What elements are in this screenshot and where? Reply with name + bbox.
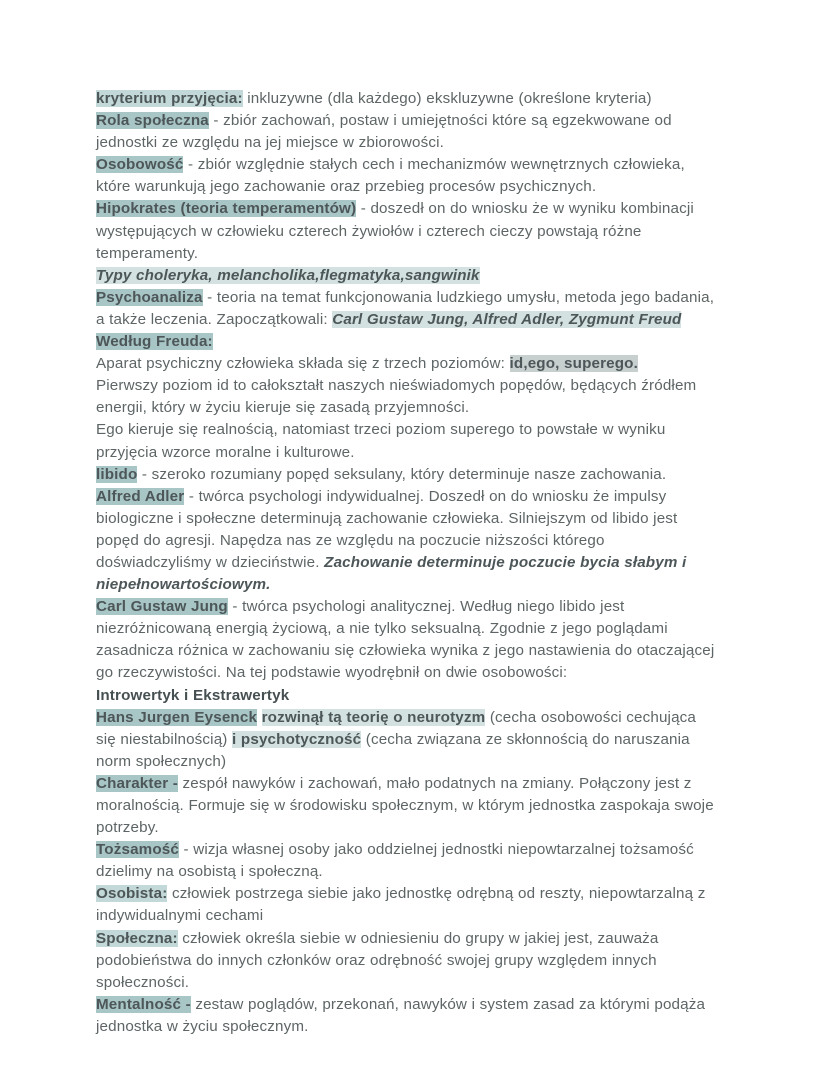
paragraph-mentalnosc <box>96 994 718 1038</box>
paragraph-poziom-ego-superego <box>96 419 718 463</box>
highlighted-term: Rola społeczna <box>96 112 209 130</box>
paragraph-libido <box>96 464 718 486</box>
highlighted-term: Tożsamość <box>96 841 179 859</box>
paragraph-osobista <box>96 883 718 927</box>
highlighted-term: i psychotyczność <box>232 730 362 748</box>
highlighted-term: Psychoanaliza <box>96 288 203 306</box>
highlighted-term: rozwinął tą teorię o neurotyzm <box>261 708 486 726</box>
highlighted-term: Osobowość <box>96 156 184 174</box>
paragraph-hipokrates <box>96 198 718 264</box>
highlighted-term: Społeczna: <box>96 929 178 947</box>
paragraph-spoleczna <box>96 928 718 994</box>
text-run: Zachowanie determinuje poczucie bycia słabym i niepełnowartościowym. <box>96 553 687 594</box>
highlighted-term: Osobista: <box>96 885 168 903</box>
highlighted-term: Charakter - <box>96 774 179 792</box>
text-run: - teoria na temat funkcjonowania ludzkiego umysłu, metoda jego badania, a także leczenia. Zapoczątkowali: <box>96 288 715 328</box>
text-run: - zbiór względnie stałych cech i mechanizmów wewnętrznych człowieka, które warunkują jego zachowanie oraz przebieg procesów psychicznych. <box>96 156 685 196</box>
highlighted-term: Hipokrates (teoria temperamentów) <box>96 200 357 218</box>
highlighted-term: Typy choleryka, melancholika,flegmatyka,sangwinik <box>96 266 480 284</box>
highlighted-term: kryterium przyjęcia: <box>96 90 243 107</box>
paragraph-rola-spoleczna <box>96 110 718 154</box>
text-run: Pierwszy poziom id to całokształt naszych nieświadomych popędów, będących źródłem energii, który w życiu kieruje się zasadą przyjemności. <box>96 377 697 417</box>
highlighted-term: Alfred Adler <box>96 487 185 505</box>
text-run: inkluzywne (dla każdego) ekskluzywne (określone kryteria) <box>242 90 652 107</box>
text-run: Introwertyk i Ekstrawertyk <box>96 686 290 704</box>
text-run: - doszedł on do wniosku że w wyniku kombinacji występujących w człowieku czterech żywiołów i czterech cieczy powstają różne temperamenty. <box>96 200 694 262</box>
text-run: zestaw poglądów, przekonań, nawyków i system zasad za którymi podąża jednostka w życiu społecznym. <box>96 995 706 1035</box>
text-run: człowiek określa siebie w odniesieniu do grupy w jakiej jest, zauważa podobieństwa do innych członków oraz odrębność swojej grupy względem innych społeczności. <box>96 929 659 991</box>
highlighted-term: Hans Jurgen Eysenck <box>96 708 258 726</box>
highlighted-term: id,ego, superego. <box>509 355 638 373</box>
paragraph-tozsamosc <box>96 839 718 883</box>
text-run: człowiek postrzega siebie jako jednostkę odrębną od reszty, niepowtarzalną z indywidualnymi cechami <box>96 885 706 925</box>
text-run: - wizja własnej osoby jako oddzielnej jednostki niepowtarzalnej tożsamość dzielimy na osobistą i społeczną. <box>96 841 694 881</box>
text-run: - twórca psychologi indywidualnej. Doszedł on do wniosku że impulsy biologiczne i społeczne determinują zachowanie człowieka. Silniejszym od libido jest popęd do agresji. Napędza nas ze względu na poczucie niższości którego doświadczyliśmy w dzieciństwie. <box>96 487 678 571</box>
paragraph-introwertyk-ekstrawertyk <box>96 685 718 707</box>
highlighted-term: Mentalność - <box>96 995 191 1013</box>
text-run: - twórca psychologi analitycznej. Według niego libido jest niezróżnicowaną energią życiową, a nie tylko seksualną. Zgodnie z jego poglądami zasadnicza różnica w zachowaniu się człowieka wynika z jego nastawienia do otaczającej go rzeczywistości. Na tej podstawie wyodrębnił on dwie osobowości: <box>96 598 715 682</box>
text-run: - zbiór zachowań, postaw i umiejętności które są egzekwowane od jednostki ze względu na jej miejsce w zbiorowości. <box>96 112 672 152</box>
text-run <box>257 709 262 726</box>
highlighted-term: libido <box>96 465 138 483</box>
paragraph-psychoanaliza <box>96 287 718 331</box>
paragraph-hans-jurgen-eysenck <box>96 707 718 773</box>
document-text-body <box>96 88 718 1038</box>
text-run: (cecha związana ze skłonnością do naruszania norm społecznych) <box>96 730 690 770</box>
paragraph-kryterium-przyjecia <box>96 88 718 110</box>
highlighted-term: Carl Gustaw Jung <box>96 598 228 616</box>
text-run: Aparat psychiczny człowieka składa się z trzech poziomów: <box>96 355 510 373</box>
text-run: (cecha osobowości cechująca się niestabilnością) <box>96 708 697 748</box>
paragraph-wedlug-freuda <box>96 331 718 353</box>
text-run: zespół nawyków i zachowań, mało podatnych na zmiany. Połączony jest z moralnością. Formuje się w środowisku społecznym, w którym jednostka zaspokaja swoje potrzeby. <box>96 774 714 837</box>
paragraph-osobowosc <box>96 154 718 198</box>
text-run: - szeroko rozumiany popęd seksulany, który determinuje nasze zachowania. <box>137 465 667 483</box>
highlighted-term: Według Freuda: <box>96 333 213 351</box>
paragraph-typy-temperamentow <box>96 265 718 287</box>
text-run: Ego kieruje się realnością, natomiast trzeci poziom superego to powstałe w wyniku przyjęcia wzorce moralne i kulturowe. <box>96 421 666 461</box>
paragraph-charakter <box>96 773 718 839</box>
highlighted-term: Carl Gustaw Jung, Alfred Adler, Zygmunt Freud <box>332 310 682 328</box>
paragraph-poziom-id <box>96 375 718 419</box>
paragraph-alfred-adler <box>96 486 718 596</box>
paragraph-carl-gustaw-jung <box>96 596 718 684</box>
paragraph-aparat-psychiczny <box>96 353 718 375</box>
